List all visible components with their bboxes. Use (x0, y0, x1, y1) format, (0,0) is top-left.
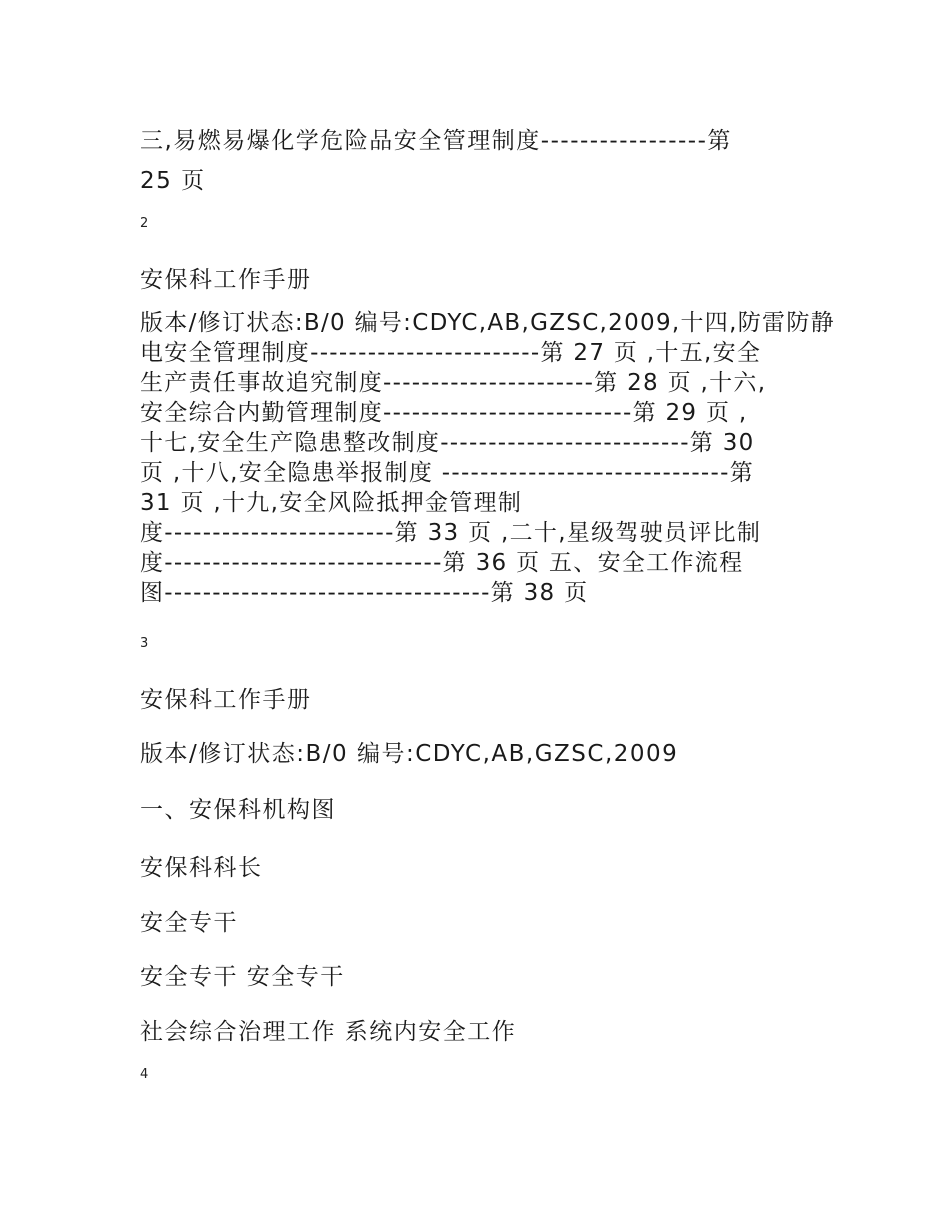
toc-line: 安全综合内勤管理制度--------------------------第 29 页 , (140, 400, 748, 426)
page-number: 2 (140, 216, 149, 231)
toc-line: 十七,安全生产隐患整改制度--------------------------第 30 (140, 430, 755, 456)
toc-block (140, 308, 835, 608)
toc-line: 三,易燃易爆化学危险品安全管理制度-----------------第 (140, 128, 732, 154)
org-item: 安保科科长 (140, 855, 263, 881)
toc-line: 图----------------------------------第 38 页 (140, 580, 589, 606)
toc-line: 页 ,十八,安全隐患举报制度 ------------------------------第 (140, 460, 755, 486)
toc-line: 度-----------------------------第 36 页 五、安全工作流程 (140, 550, 744, 576)
page-number: 3 (140, 636, 149, 651)
page-header: 安保科工作手册 (140, 687, 312, 713)
org-item: 安全专干 (140, 910, 238, 936)
page-number: 4 (140, 1067, 149, 1082)
toc-line: 度------------------------第 33 页 ,二十,星级驾驶员评比制 (140, 520, 762, 546)
org-item: 安全专干 安全专干 (140, 964, 345, 990)
toc-line: 25 页 (140, 168, 206, 194)
org-item: 社会综合治理工作 系统内安全工作 (140, 1019, 517, 1045)
section-heading: 一、安保科机构图 (140, 797, 336, 823)
toc-line: 31 页 ,十九,安全风险抵押金管理制 (140, 490, 523, 516)
toc-line: 生产责任事故追究制度----------------------第 28 页 ,十六, (140, 370, 767, 396)
toc-line: 版本/修订状态:B/0 编号:CDYC,AB,GZSC,2009,十四,防雷防静 (140, 310, 835, 336)
page-header: 安保科工作手册 (140, 267, 312, 293)
version-line: 版本/修订状态:B/0 编号:CDYC,AB,GZSC,2009 (140, 741, 679, 767)
toc-line: 电安全管理制度------------------------第 27 页 ,十五,安全 (140, 340, 762, 366)
